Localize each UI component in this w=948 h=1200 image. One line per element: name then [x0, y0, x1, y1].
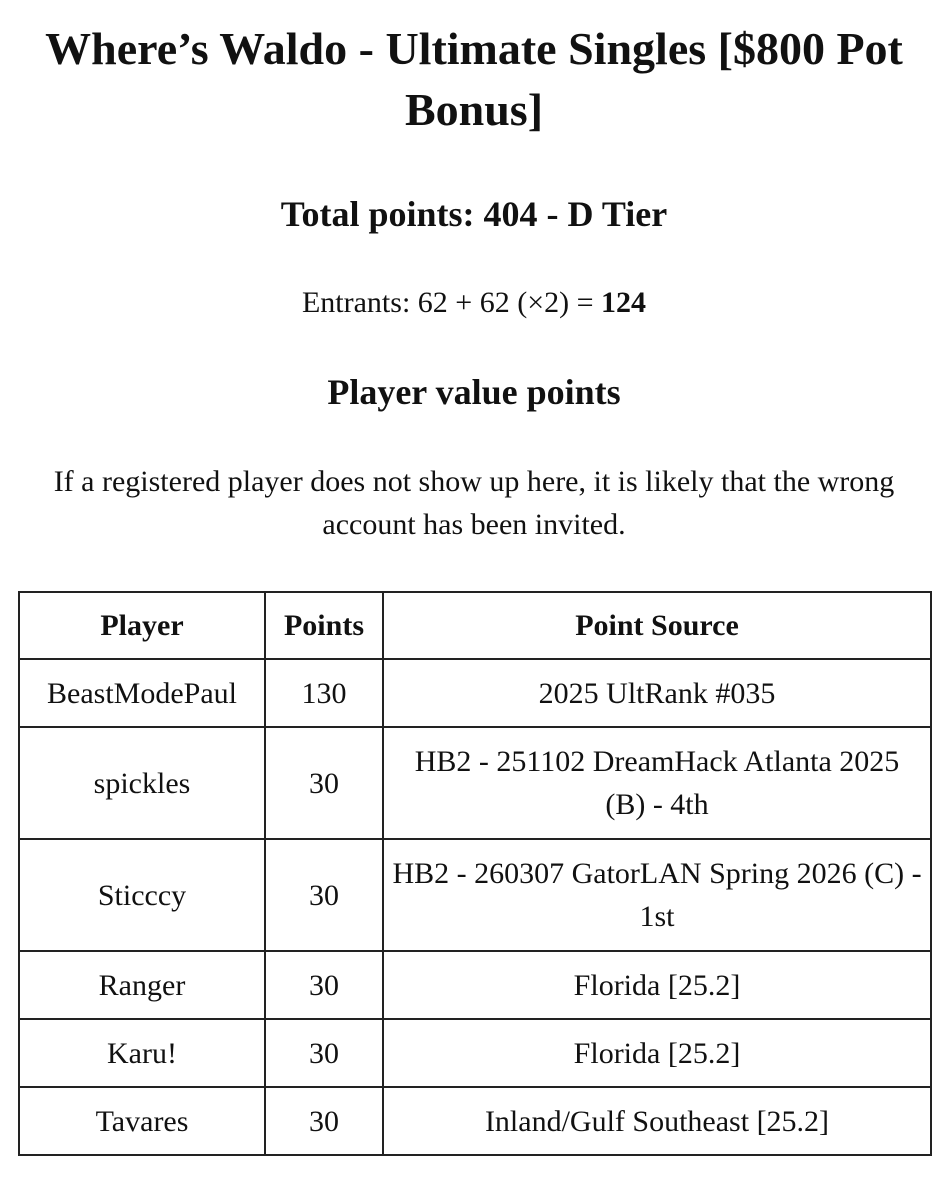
registration-note: If a registered player does not show up here, it is likely that the wrong account has been invited.	[53, 465, 895, 541]
points-cell: 30	[265, 839, 383, 951]
table-row	[19, 951, 931, 1019]
point-source-cell: Florida [25.2]	[383, 951, 931, 1019]
table-header-row	[19, 592, 931, 659]
player-value-points-heading: Player value points	[327, 372, 621, 412]
points-cell: 30	[265, 1087, 383, 1155]
entrants-formula: Entrants: 62 + 62 (×2) =	[301, 286, 602, 319]
point-source-cell: Inland/Gulf Southeast [25.2]	[383, 1087, 931, 1155]
entrants-line	[0, 283, 948, 323]
player-cell: Ranger	[19, 951, 265, 1019]
table-row	[19, 839, 931, 951]
column-header-point-source: Point Source	[383, 592, 931, 659]
total-points-heading: Total points: 404 - D Tier	[280, 194, 668, 234]
points-cell: 130	[265, 659, 383, 727]
column-header-points: Points	[265, 592, 383, 659]
point-source-cell: HB2 - 260307 GatorLAN Spring 2026 (C) - 1st	[383, 839, 931, 951]
entrants-total: 124	[601, 286, 647, 319]
points-cell: 30	[265, 727, 383, 839]
table-row	[19, 727, 931, 839]
point-source-cell: Florida [25.2]	[383, 1019, 931, 1087]
table-row	[19, 659, 931, 727]
point-source-cell: HB2 - 251102 DreamHack Atlanta 2025 (B) - 4th	[383, 727, 931, 839]
player-points-table	[18, 591, 932, 1156]
table-row	[19, 1019, 931, 1087]
player-cell: BeastModePaul	[19, 659, 265, 727]
table-row	[19, 1087, 931, 1155]
player-cell: Sticccy	[19, 839, 265, 951]
player-cell: Karu!	[19, 1019, 265, 1087]
column-header-player: Player	[19, 592, 265, 659]
player-cell: spickles	[19, 727, 265, 839]
point-source-cell: 2025 UltRank #035	[383, 659, 931, 727]
points-cell: 30	[265, 1019, 383, 1087]
points-cell: 30	[265, 951, 383, 1019]
player-cell: Tavares	[19, 1087, 265, 1155]
page-title: Where’s Waldo - Ultimate Singles [$800 Pot Bonus]	[45, 23, 903, 135]
